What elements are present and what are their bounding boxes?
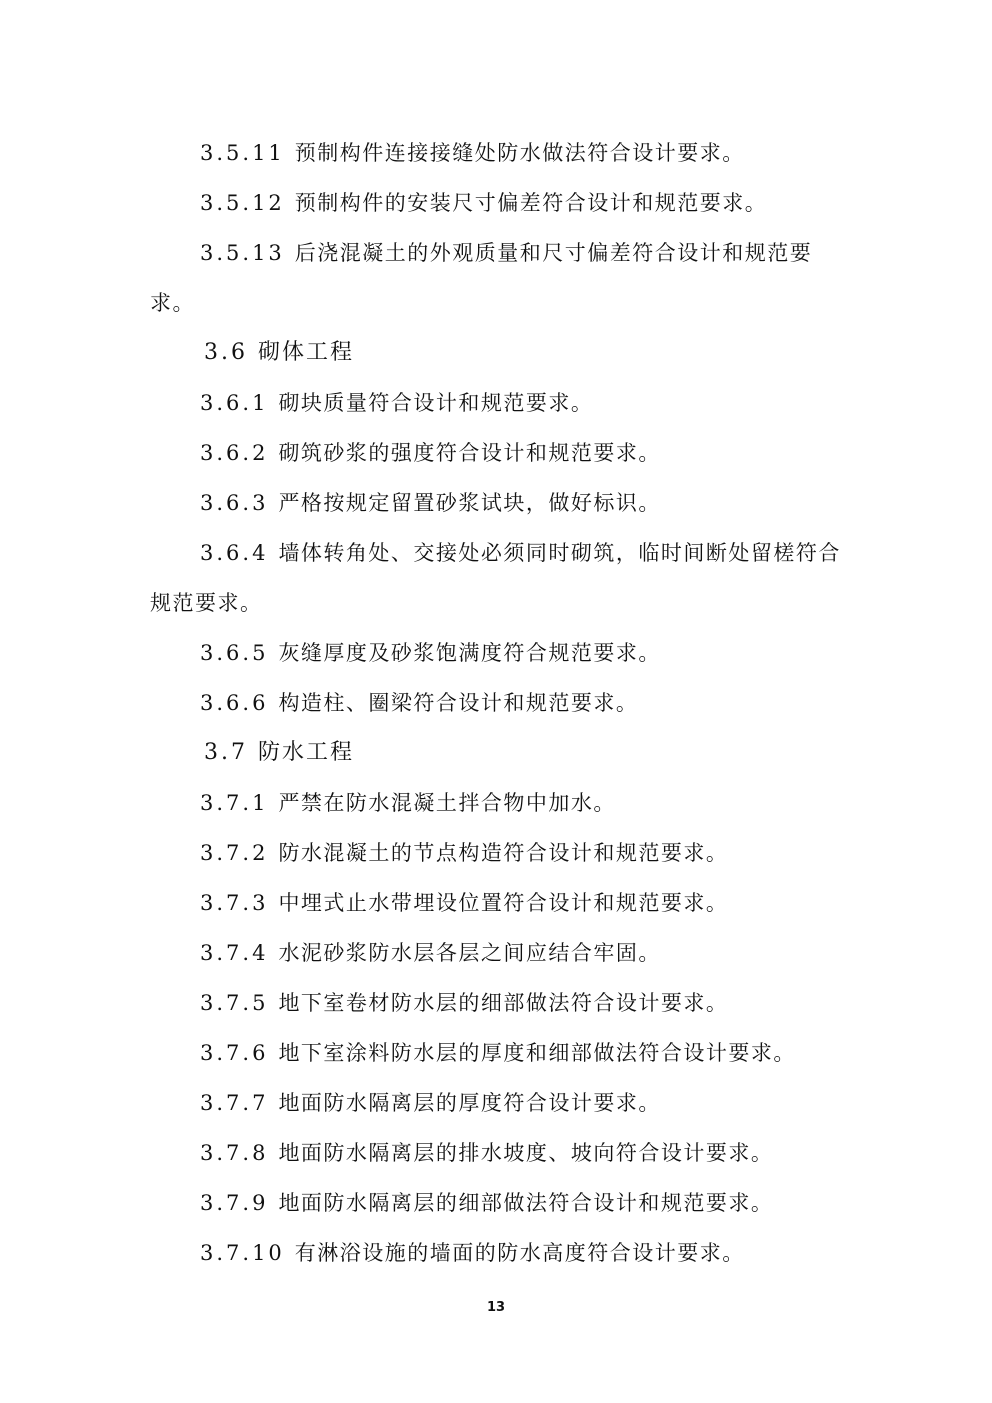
clause-text: 地下室涂料防水层的厚度和细部做法符合设计要求。 bbox=[278, 1041, 796, 1065]
clause-number: 3.6.1 bbox=[200, 391, 269, 415]
clause-3-7-10 bbox=[200, 1238, 745, 1268]
page-number: 13 bbox=[486, 1300, 506, 1315]
clause-text-continuation: 规范要求。 bbox=[150, 591, 263, 615]
clause-text: 有淋浴设施的墙面的防水高度符合设计要求。 bbox=[294, 1241, 745, 1265]
clause-3-6-1 bbox=[200, 388, 593, 418]
clause-text: 墙体转角处、交接处必须同时砌筑，临时间断处留槎符合 bbox=[278, 541, 841, 565]
clause-3-5-13 bbox=[200, 238, 812, 268]
clause-number: 3.7.4 bbox=[200, 941, 269, 965]
clause-3-7-7 bbox=[200, 1088, 661, 1118]
section-title: 砌体工程 bbox=[258, 340, 355, 365]
clause-number: 3.6.3 bbox=[200, 491, 269, 515]
clause-3-7-1 bbox=[200, 788, 616, 818]
clause-text: 中埋式止水带埋设位置符合设计和规范要求。 bbox=[278, 891, 729, 915]
clause-text: 地下室卷材防水层的细部做法符合设计要求。 bbox=[278, 991, 729, 1015]
clause-text: 严格按规定留置砂浆试块，做好标识。 bbox=[278, 491, 661, 515]
clause-3-6-3 bbox=[200, 488, 661, 518]
clause-number: 3.6.6 bbox=[200, 691, 269, 715]
clause-number: 3.7.6 bbox=[200, 1041, 269, 1065]
clause-3-5-13-continuation bbox=[150, 288, 195, 318]
clause-3-7-5 bbox=[200, 988, 728, 1018]
clause-text: 水泥砂浆防水层各层之间应结合牢固。 bbox=[278, 941, 661, 965]
clause-number: 3.6.5 bbox=[200, 641, 269, 665]
clause-3-6-4-continuation bbox=[150, 588, 263, 618]
section-number: 3.7 bbox=[204, 740, 248, 765]
clause-text: 严禁在防水混凝土拌合物中加水。 bbox=[278, 791, 616, 815]
clause-3-5-12 bbox=[200, 188, 767, 218]
clause-text: 防水混凝土的节点构造符合设计和规范要求。 bbox=[278, 841, 729, 865]
clause-number: 3.5.12 bbox=[200, 191, 285, 215]
clause-3-7-6 bbox=[200, 1038, 796, 1068]
section-heading-3-7 bbox=[204, 738, 354, 768]
clause-text: 地面防水隔离层的厚度符合设计要求。 bbox=[278, 1091, 661, 1115]
section-number: 3.6 bbox=[204, 340, 248, 365]
clause-3-7-3 bbox=[200, 888, 728, 918]
clause-text: 灰缝厚度及砂浆饱满度符合规范要求。 bbox=[278, 641, 661, 665]
clause-number: 3.7.2 bbox=[200, 841, 269, 865]
clause-number: 3.5.13 bbox=[200, 241, 285, 265]
clause-number: 3.7.3 bbox=[200, 891, 269, 915]
clause-number: 3.6.4 bbox=[200, 541, 269, 565]
clause-number: 3.7.8 bbox=[200, 1141, 269, 1165]
clause-text: 预制构件的安装尺寸偏差符合设计和规范要求。 bbox=[294, 191, 768, 215]
clause-number: 3.7.10 bbox=[200, 1241, 285, 1265]
clause-text: 地面防水隔离层的排水坡度、坡向符合设计要求。 bbox=[278, 1141, 774, 1165]
clause-number: 3.6.2 bbox=[200, 441, 269, 465]
clause-3-7-4 bbox=[200, 938, 661, 968]
clause-3-7-9 bbox=[200, 1188, 773, 1218]
clause-3-7-8 bbox=[200, 1138, 773, 1168]
clause-text: 构造柱、圈梁符合设计和规范要求。 bbox=[278, 691, 639, 715]
clause-text: 砌筑砂浆的强度符合设计和规范要求。 bbox=[278, 441, 661, 465]
clause-3-6-5 bbox=[200, 638, 661, 668]
clause-text: 预制构件连接接缝处防水做法符合设计要求。 bbox=[294, 141, 745, 165]
clause-text: 砌块质量符合设计和规范要求。 bbox=[278, 391, 594, 415]
clause-3-6-4 bbox=[200, 538, 841, 568]
clause-text: 后浇混凝土的外观质量和尺寸偏差符合设计和规范要 bbox=[294, 241, 813, 265]
clause-3-6-6 bbox=[200, 688, 638, 718]
clause-number: 3.5.11 bbox=[200, 141, 285, 165]
clause-text-continuation: 求。 bbox=[150, 291, 195, 315]
clause-number: 3.7.1 bbox=[200, 791, 269, 815]
clause-number: 3.7.9 bbox=[200, 1191, 269, 1215]
clause-number: 3.7.7 bbox=[200, 1091, 269, 1115]
section-heading-3-6 bbox=[204, 338, 354, 368]
clause-3-5-11 bbox=[200, 138, 745, 168]
clause-3-6-2 bbox=[200, 438, 661, 468]
section-title: 防水工程 bbox=[258, 740, 355, 765]
clause-3-7-2 bbox=[200, 838, 728, 868]
clause-number: 3.7.5 bbox=[200, 991, 269, 1015]
clause-text: 地面防水隔离层的细部做法符合设计和规范要求。 bbox=[278, 1191, 774, 1215]
